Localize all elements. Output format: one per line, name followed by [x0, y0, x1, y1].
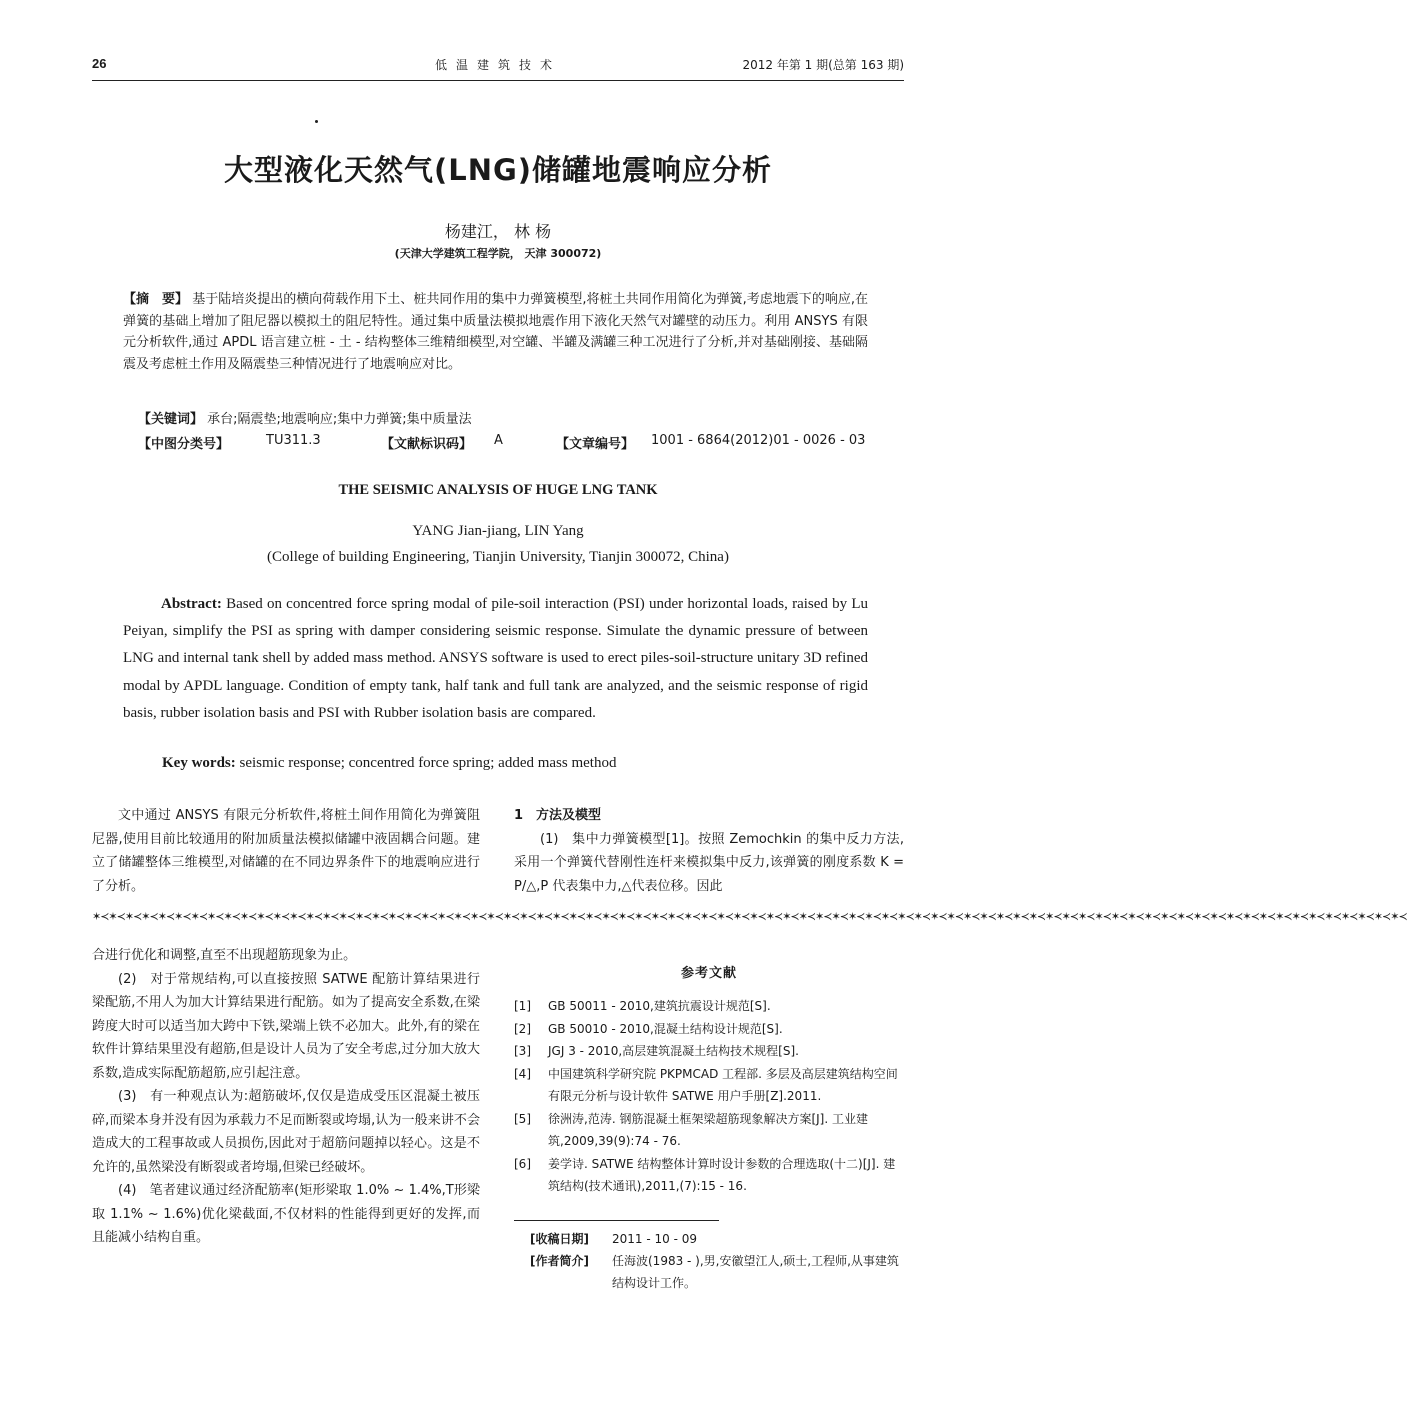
reference-text: 姜学诗. SATWE 结构整体计算时设计参数的合理选取(十二)[J]. 建筑结构(技术通讯),2011,(7):15 - 16. — [548, 1156, 896, 1193]
print-dot — [315, 120, 318, 123]
reference-item — [514, 1040, 904, 1063]
paragraph-3: (3) 有一种观点认为:超筋破坏,仅仅是造成受压区混凝土被压碎,而梁本身并没有因为承载力不足而断裂或垮塌,认为一般来讲不会造成大的工程事故或人员损伤,因此对于超筋问题掉以轻心。这是不允许的,虽然梁没有断裂或者垮塌,但梁已经破坏。 — [92, 1089, 480, 1175]
keywords-en-text: seismic response; concentred force spring; added mass method — [239, 755, 617, 771]
clc-label: 【中图分类号】 — [138, 437, 230, 452]
reference-number: [4] — [514, 1066, 531, 1081]
method-column — [514, 804, 904, 898]
abstract-en — [123, 591, 868, 727]
article-number-value: 1001 - 6864(2012)01 - 0026 - 03 — [651, 433, 866, 448]
received-date — [530, 1228, 904, 1250]
page-number: 26 — [92, 56, 107, 71]
reference-text: 中国建筑科学研究院 PKPMCAD 工程部. 多层及高层建筑结构空间有限元分析与设计软件 SATWE 用户手册[Z].2011. — [548, 1066, 898, 1103]
reference-text: JGJ 3 - 2010,高层建筑混凝土结构技术规程[S]. — [548, 1044, 799, 1058]
reference-text: GB 50010 - 2010,混凝土结构设计规范[S]. — [548, 1021, 783, 1036]
section-paragraph: (1) 集中力弹簧模型[1]。按照 Zemochkin 的集中反力方法,采用一个弹簧代替刚性连杆来模拟集中反力,该弹簧的刚度系数 K = P/△,P 代表集中力,△代表位移。因此 — [514, 831, 904, 894]
abstract-en-text: Based on concentred force spring modal of pile-soil interaction (PSI) under horizontal loads, raised by Lu Peiyan, simplify the PSI as spring with damper considering seismic response. Simulate the dynamic pressure of between LNG and internal tank shell by added mass method. ANSYS software is used to erect piles-soil-structure unitary 3D refined modal by APDL language. Condition of empty tank, half tank and full tank are analyzed, and the seismic response of rigid basis, rubber isolation basis and PSI with Rubber isolation basis are compared. — [123, 596, 869, 721]
reference-number: [1] — [514, 999, 531, 1013]
reference-number: [2] — [514, 1021, 531, 1036]
keywords-en — [162, 755, 882, 772]
keywords-en-label: Key words: — [162, 755, 236, 771]
notes-divider — [514, 1220, 719, 1221]
reference-number: [5] — [514, 1111, 531, 1126]
paragraph-2: (2) 对于常规结构,可以直接按照 SATWE 配筋计算结果进行梁配筋,不用人为加大计算结果进行配筋。如为了提高安全系数,在梁跨度大时可以适当加大跨中下铁,梁端上铁不必加大。此外,有的梁在软件计算结果里没有超筋,但是设计人员为了安全考虑,过分加大放大系数,造成实际配筋超筋,应引起注意。 — [92, 971, 480, 1081]
abstract-cn — [123, 289, 868, 375]
authors-cn: 杨建江， 林 杨 — [444, 222, 552, 241]
received-value: 2011 - 10 - 09 — [612, 1232, 697, 1246]
doc-code-value: A — [494, 433, 503, 448]
article-notes — [530, 1228, 904, 1294]
affiliation-en: (College of building Engineering, Tianjin University, Tianjin 300072, China) — [267, 549, 729, 565]
clc-value: TU311.3 — [266, 433, 321, 448]
keywords-cn — [138, 408, 878, 427]
article-title-en: THE SEISMIC ANALYSIS OF HUGE LNG TANK — [338, 482, 658, 498]
reference-item — [514, 1018, 904, 1041]
classification-row — [138, 433, 878, 453]
article-separator: ✶≺✶≺✶≺✶≺✶≺✶≺✶≺✶≺✶≺✶≺✶≺✶≺✶≺✶≺✶≺✶≺✶≺✶≺✶≺✶≺✶≺✶≺✶≺✶≺✶≺✶≺✶≺✶≺✶≺✶≺✶≺✶≺✶≺✶≺✶≺✶≺✶≺✶≺✶≺✶≺✶≺✶≺✶≺✶≺✶≺✶≺✶≺✶≺✶≺✶≺✶≺✶≺✶≺✶≺✶≺✶≺✶≺✶≺✶≺✶≺✶≺✶≺✶≺✶≺✶≺✶≺✶≺✶≺✶≺✶≺✶≺✶≺✶≺✶≺✶≺✶≺✶≺✶≺✶≺✶≺ — [92, 910, 1407, 923]
reference-item — [514, 1108, 904, 1153]
article-title-cn: 大型液化天然气(LNG)储罐地震响应分析 — [223, 153, 773, 187]
reference-text: 徐洲涛,范涛. 钢筋混凝土框架梁超筋现象解决方案[J]. 工业建筑,2009,39(9):74 - 76. — [548, 1111, 868, 1148]
abstract-cn-label: 【摘 要】 — [123, 292, 189, 307]
article-number-label: 【文章编号】 — [556, 437, 635, 452]
reference-item — [514, 995, 904, 1018]
keywords-cn-text: 承台;隔震垫;地震响应;集中力弹簧;集中质量法 — [207, 412, 472, 427]
issue-info: 2012 年第 1 期(总第 163 期) — [742, 58, 904, 72]
reference-text: GB 50011 - 2010,建筑抗震设计规范[S]. — [548, 999, 771, 1013]
continuation-paragraph: 合进行优化和调整,直至不出现超筋现象为止。 — [92, 948, 357, 963]
section-heading: 1 方法及模型 — [514, 808, 602, 823]
reference-item — [514, 1063, 904, 1108]
journal-name: 低温建筑技术 — [434, 58, 561, 72]
abstract-en-label: Abstract: — [161, 596, 222, 612]
page-header — [92, 56, 904, 78]
author-bio — [530, 1250, 904, 1294]
references-title: 参考文献 — [680, 966, 737, 981]
intro-column — [92, 804, 480, 898]
keywords-cn-label: 【关键词】 — [138, 412, 204, 427]
header-divider — [92, 80, 904, 81]
intro-paragraph: 文中通过 ANSYS 有限元分析软件,将桩土间作用简化为弹簧阻尼器,使用目前比较通用的附加质量法模拟储罐中液固耦合问题。建立了储罐整体三维模型,对储罐的在不同边界条件下的地震响应进行了分析。 — [92, 808, 480, 894]
received-label: [收稿日期] — [530, 1232, 589, 1246]
author-bio-value: 任海波(1983 - ),男,安徽望江人,硕士,工程师,从事建筑结构设计工作。 — [612, 1254, 899, 1290]
reference-number: [3] — [514, 1044, 531, 1058]
authors-en: YANG Jian-jiang, LIN Yang — [412, 523, 584, 539]
author-bio-label: [作者简介] — [530, 1254, 589, 1268]
reference-item — [514, 1153, 904, 1198]
references-list — [514, 995, 904, 1198]
doc-code-label: 【文献标识码】 — [381, 437, 473, 452]
previous-article-column — [92, 944, 480, 1250]
reference-number: [6] — [514, 1156, 531, 1171]
abstract-cn-text: 基于陆培炎提出的横向荷载作用下土、桩共同作用的集中力弹簧模型,将桩土共同作用简化为弹簧,考虑地震下的响应,在弹簧的基础上增加了阻尼器以模拟土的阻尼特性。通过集中质量法模拟地震作用下液化天然气对罐壁的动压力。利用 ANSYS 有限元分析软件,通过 APDL 语言建立桩 - 土 - 结构整体三维精细模型,对空罐、半罐及满罐三种工况进行了分析,并对基础刚接、基础隔震及考虑桩土作用及隔震垫三种情况进行了地震响应对比。 — [123, 292, 868, 372]
paragraph-4: (4) 笔者建议通过经济配筋率(矩形梁取 1.0% ~ 1.4%,T形梁取 1.1% ~ 1.6%)优化梁截面,不仅材料的性能得到更好的发挥,而且能减小结构自重。 — [92, 1183, 480, 1245]
affiliation-cn: (天津大学建筑工程学院， 天津 300072) — [394, 247, 602, 260]
